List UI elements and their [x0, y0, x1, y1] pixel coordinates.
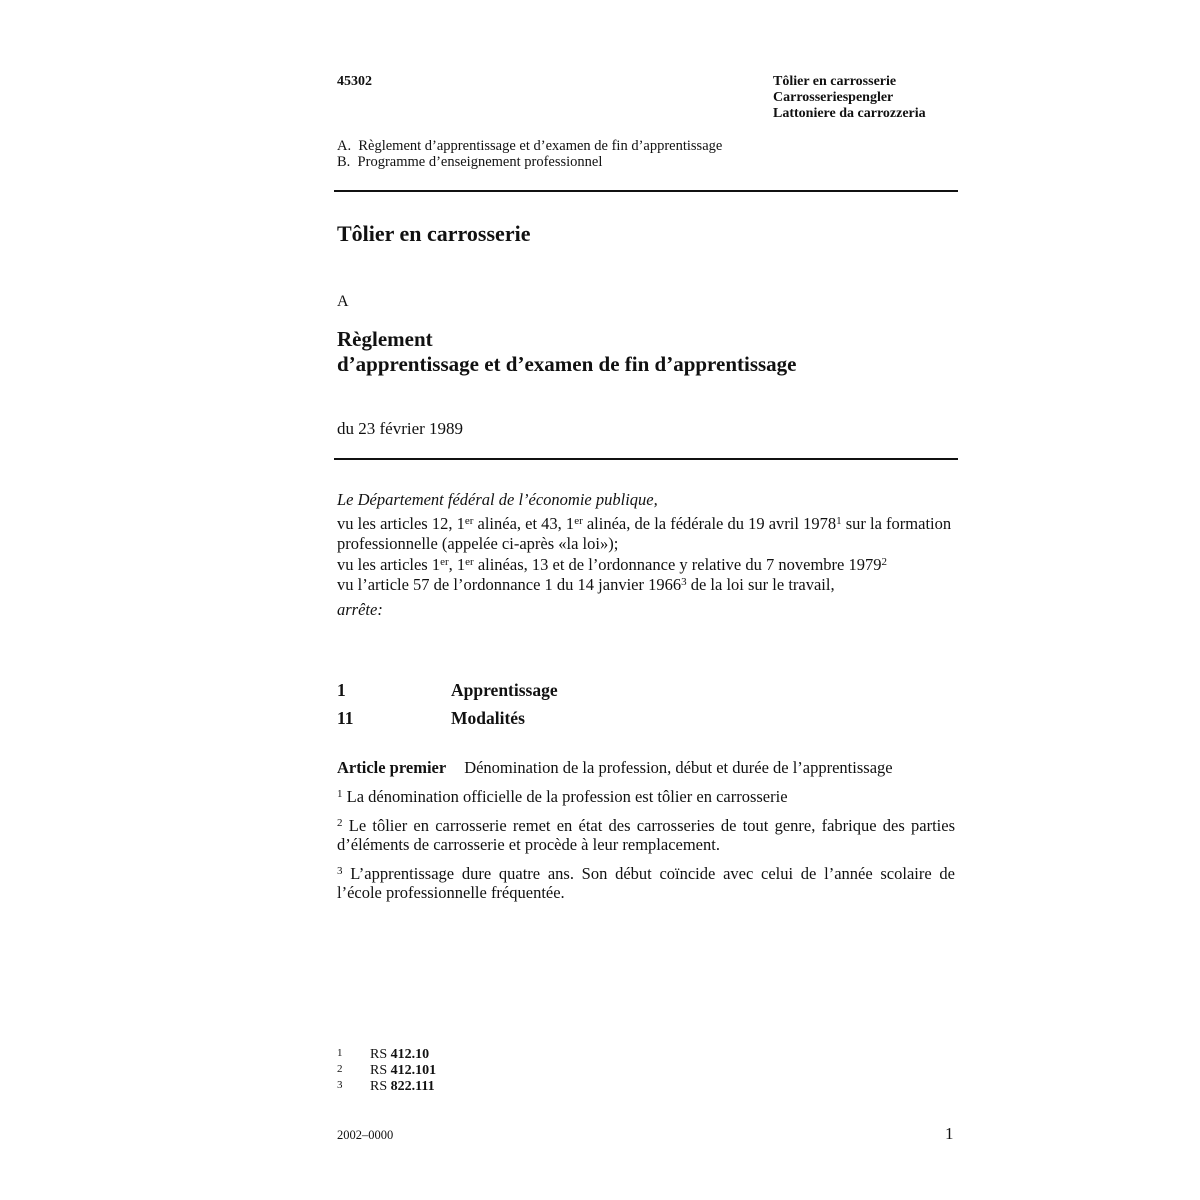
paragraph-number: 1 — [337, 788, 343, 800]
superscript: er — [440, 555, 449, 568]
footnote-prefix: RS — [370, 1047, 388, 1062]
preamble — [337, 490, 957, 620]
paragraph-text: Le tôlier en carrosserie remet en état des carrosseries de tout genre, fabrique des parties d’éléments de carrosserie et procède à leur remplacement. — [337, 816, 955, 854]
multilingual-title-block — [773, 74, 926, 122]
preamble-text: alinéas, 13 et de l’ordonnance y relative du 7 novembre 1979 — [473, 554, 882, 574]
footnote-code: 412.10 — [390, 1047, 430, 1062]
footnote-ref: 2 — [881, 555, 887, 568]
contents-item-a: A. Règlement d’apprentissage et d’examen de fin d’apprentissage — [337, 138, 723, 154]
footnote — [337, 1047, 436, 1063]
superscript: er — [574, 514, 583, 527]
section-title: Modalités — [451, 708, 525, 728]
superscript: er — [464, 514, 474, 527]
footnote-ref: 1 — [836, 514, 842, 527]
preamble-line-3 — [337, 575, 957, 596]
footnotes — [337, 1047, 436, 1095]
preamble-line-2 — [337, 555, 957, 576]
regulation-title — [337, 327, 797, 377]
top-divider — [334, 190, 958, 192]
article-label: Article premier — [337, 758, 447, 777]
article-paragraph — [337, 816, 955, 854]
footnote — [337, 1079, 436, 1095]
document-number: 45302 — [337, 74, 372, 89]
title-italian: Lattoniere da carrozzeria — [773, 106, 926, 121]
footnote-number: 1 — [337, 1047, 343, 1059]
main-title: Tôlier en carrosserie — [337, 221, 531, 246]
footnote — [337, 1063, 436, 1079]
page-number: 1 — [945, 1124, 954, 1143]
section-heading — [337, 680, 558, 701]
footnote-code: 412.101 — [390, 1063, 437, 1078]
article-heading-text: Dénomination de la profession, début et durée de l’apprentissage — [464, 758, 893, 777]
contents-item-b: B. Programme d’enseignement professionnel — [337, 153, 603, 170]
part-letter: A — [337, 293, 349, 310]
section-number: 11 — [337, 708, 354, 728]
preamble-text: alinéa, de la fédérale du 19 avril 1978 — [582, 513, 837, 533]
article-paragraph — [337, 787, 955, 806]
contents-list — [337, 139, 722, 170]
footer-code: 2002–0000 — [337, 1128, 394, 1142]
footnote-prefix: RS — [370, 1079, 388, 1094]
paragraph-text: L’apprentissage dure quatre ans. Son début coïncide avec celui de l’année scolaire de l’école professionnelle fréquentée. — [337, 864, 955, 902]
preamble-decision: arrête: — [337, 599, 383, 619]
preamble-line-1 — [337, 514, 957, 555]
preamble-text: vu l’article 57 de l’ordonnance 1 du 14 janvier 1966 — [337, 575, 682, 594]
subsection-heading — [337, 708, 525, 729]
preamble-text: alinéa, et 43, 1 — [473, 513, 575, 533]
section-number: 1 — [337, 680, 346, 700]
footnote-code: 822.111 — [390, 1079, 435, 1094]
footnote-ref: 3 — [681, 576, 687, 588]
article — [337, 758, 955, 912]
preamble-text: vu les articles 1 — [337, 554, 441, 574]
title-french: Tôlier en carrosserie — [773, 74, 897, 89]
section-title: Apprentissage — [451, 680, 558, 700]
article-paragraph — [337, 864, 955, 902]
preamble-text: vu les articles 12, 1 — [337, 513, 465, 533]
regulation-title-line1: Règlement — [337, 327, 433, 351]
preamble-text: , 1 — [448, 554, 466, 574]
article-heading — [337, 758, 955, 777]
preamble-authority: Le Département fédéral de l’économie publique, — [337, 490, 658, 509]
paragraph-number: 3 — [337, 865, 343, 877]
regulation-title-line2: d’apprentissage et d’examen de fin d’apprentissage — [337, 352, 797, 376]
paragraph-number: 2 — [337, 817, 343, 829]
title-german: Carrosseriespengler — [773, 90, 894, 105]
footnote-number: 2 — [337, 1063, 343, 1075]
preamble-text: sur la formation professionnelle (appelée ci-après «la loi»); — [337, 513, 952, 553]
footnote-number: 3 — [337, 1079, 343, 1091]
middle-divider — [334, 458, 958, 460]
footnote-prefix: RS — [370, 1063, 388, 1078]
superscript: er — [465, 555, 474, 568]
paragraph-text: La dénomination officielle de la profession est tôlier en carrosserie — [346, 787, 788, 806]
regulation-date: du 23 février 1989 — [337, 419, 464, 438]
preamble-text: de la loi sur le travail, — [686, 575, 835, 594]
